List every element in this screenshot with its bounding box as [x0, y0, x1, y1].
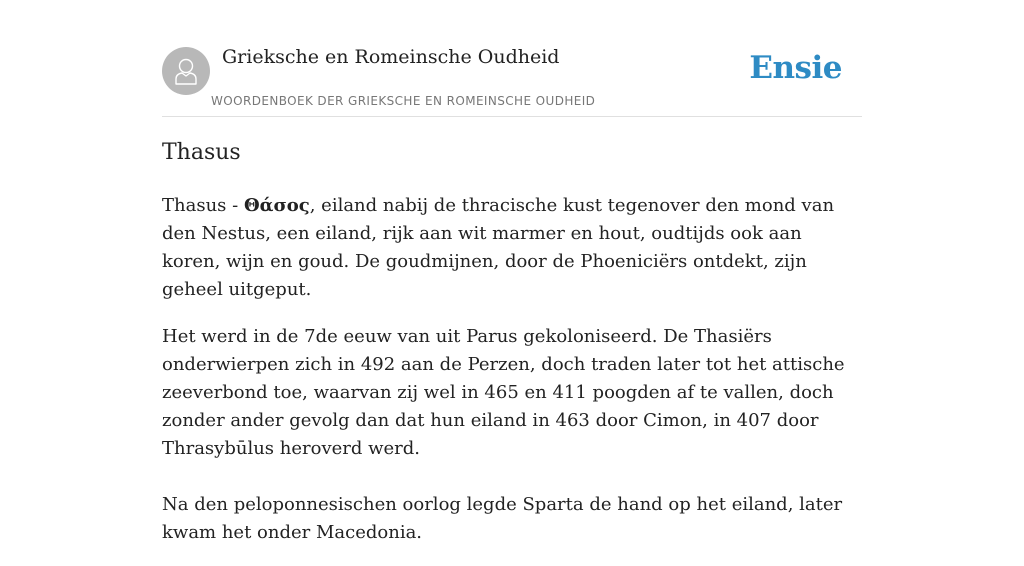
greek-term: Θάσος: [243, 195, 310, 216]
entry-lead: Thasus -: [162, 195, 244, 216]
entry-paragraph: [162, 192, 862, 304]
avatar[interactable]: [162, 47, 210, 95]
entry-content: [162, 192, 862, 566]
entry-paragraph: Het werd in de 7de eeuw van uit Parus gekoloniseerd. De Thasiërs onderwierpen zich in 492 aan de Perzen, doch traden later tot het attische zeeverbond toe, waarvan zij wel in 465 en 411 poogden af te vallen, doch zonder ander gevolg dan dat hun eiland in 463 door Cimon, in 407 door Thrasybūlus heroverd werd.: [162, 326, 845, 459]
page: [162, 0, 862, 543]
entry-text: , eiland nabij de thracische kust tegenover den mond van den Nestus, een eiland, rijk aan wit marmer en hout, oudtijds ook aan koren, wijn en goud. De goudmijnen, door de Phoeniciërs ontdekt, zijn geheel uitgeput.: [162, 195, 835, 300]
user-icon: [173, 56, 199, 86]
book-title-link[interactable]: Grieksche en Romeinsche Oudheid: [222, 46, 560, 68]
header: [162, 0, 862, 117]
entry-title: Thasus: [162, 140, 241, 165]
book-subtitle: WOORDENBOEK DER GRIEKSCHE EN ROMEINSCHE OUDHEID: [211, 94, 596, 108]
ensie-logo[interactable]: Ensie: [749, 50, 842, 86]
entry-paragraph: Na den peloponnesischen oorlog legde Sparta de hand op het eiland, later kwam het onder Macedonia.: [162, 494, 843, 543]
